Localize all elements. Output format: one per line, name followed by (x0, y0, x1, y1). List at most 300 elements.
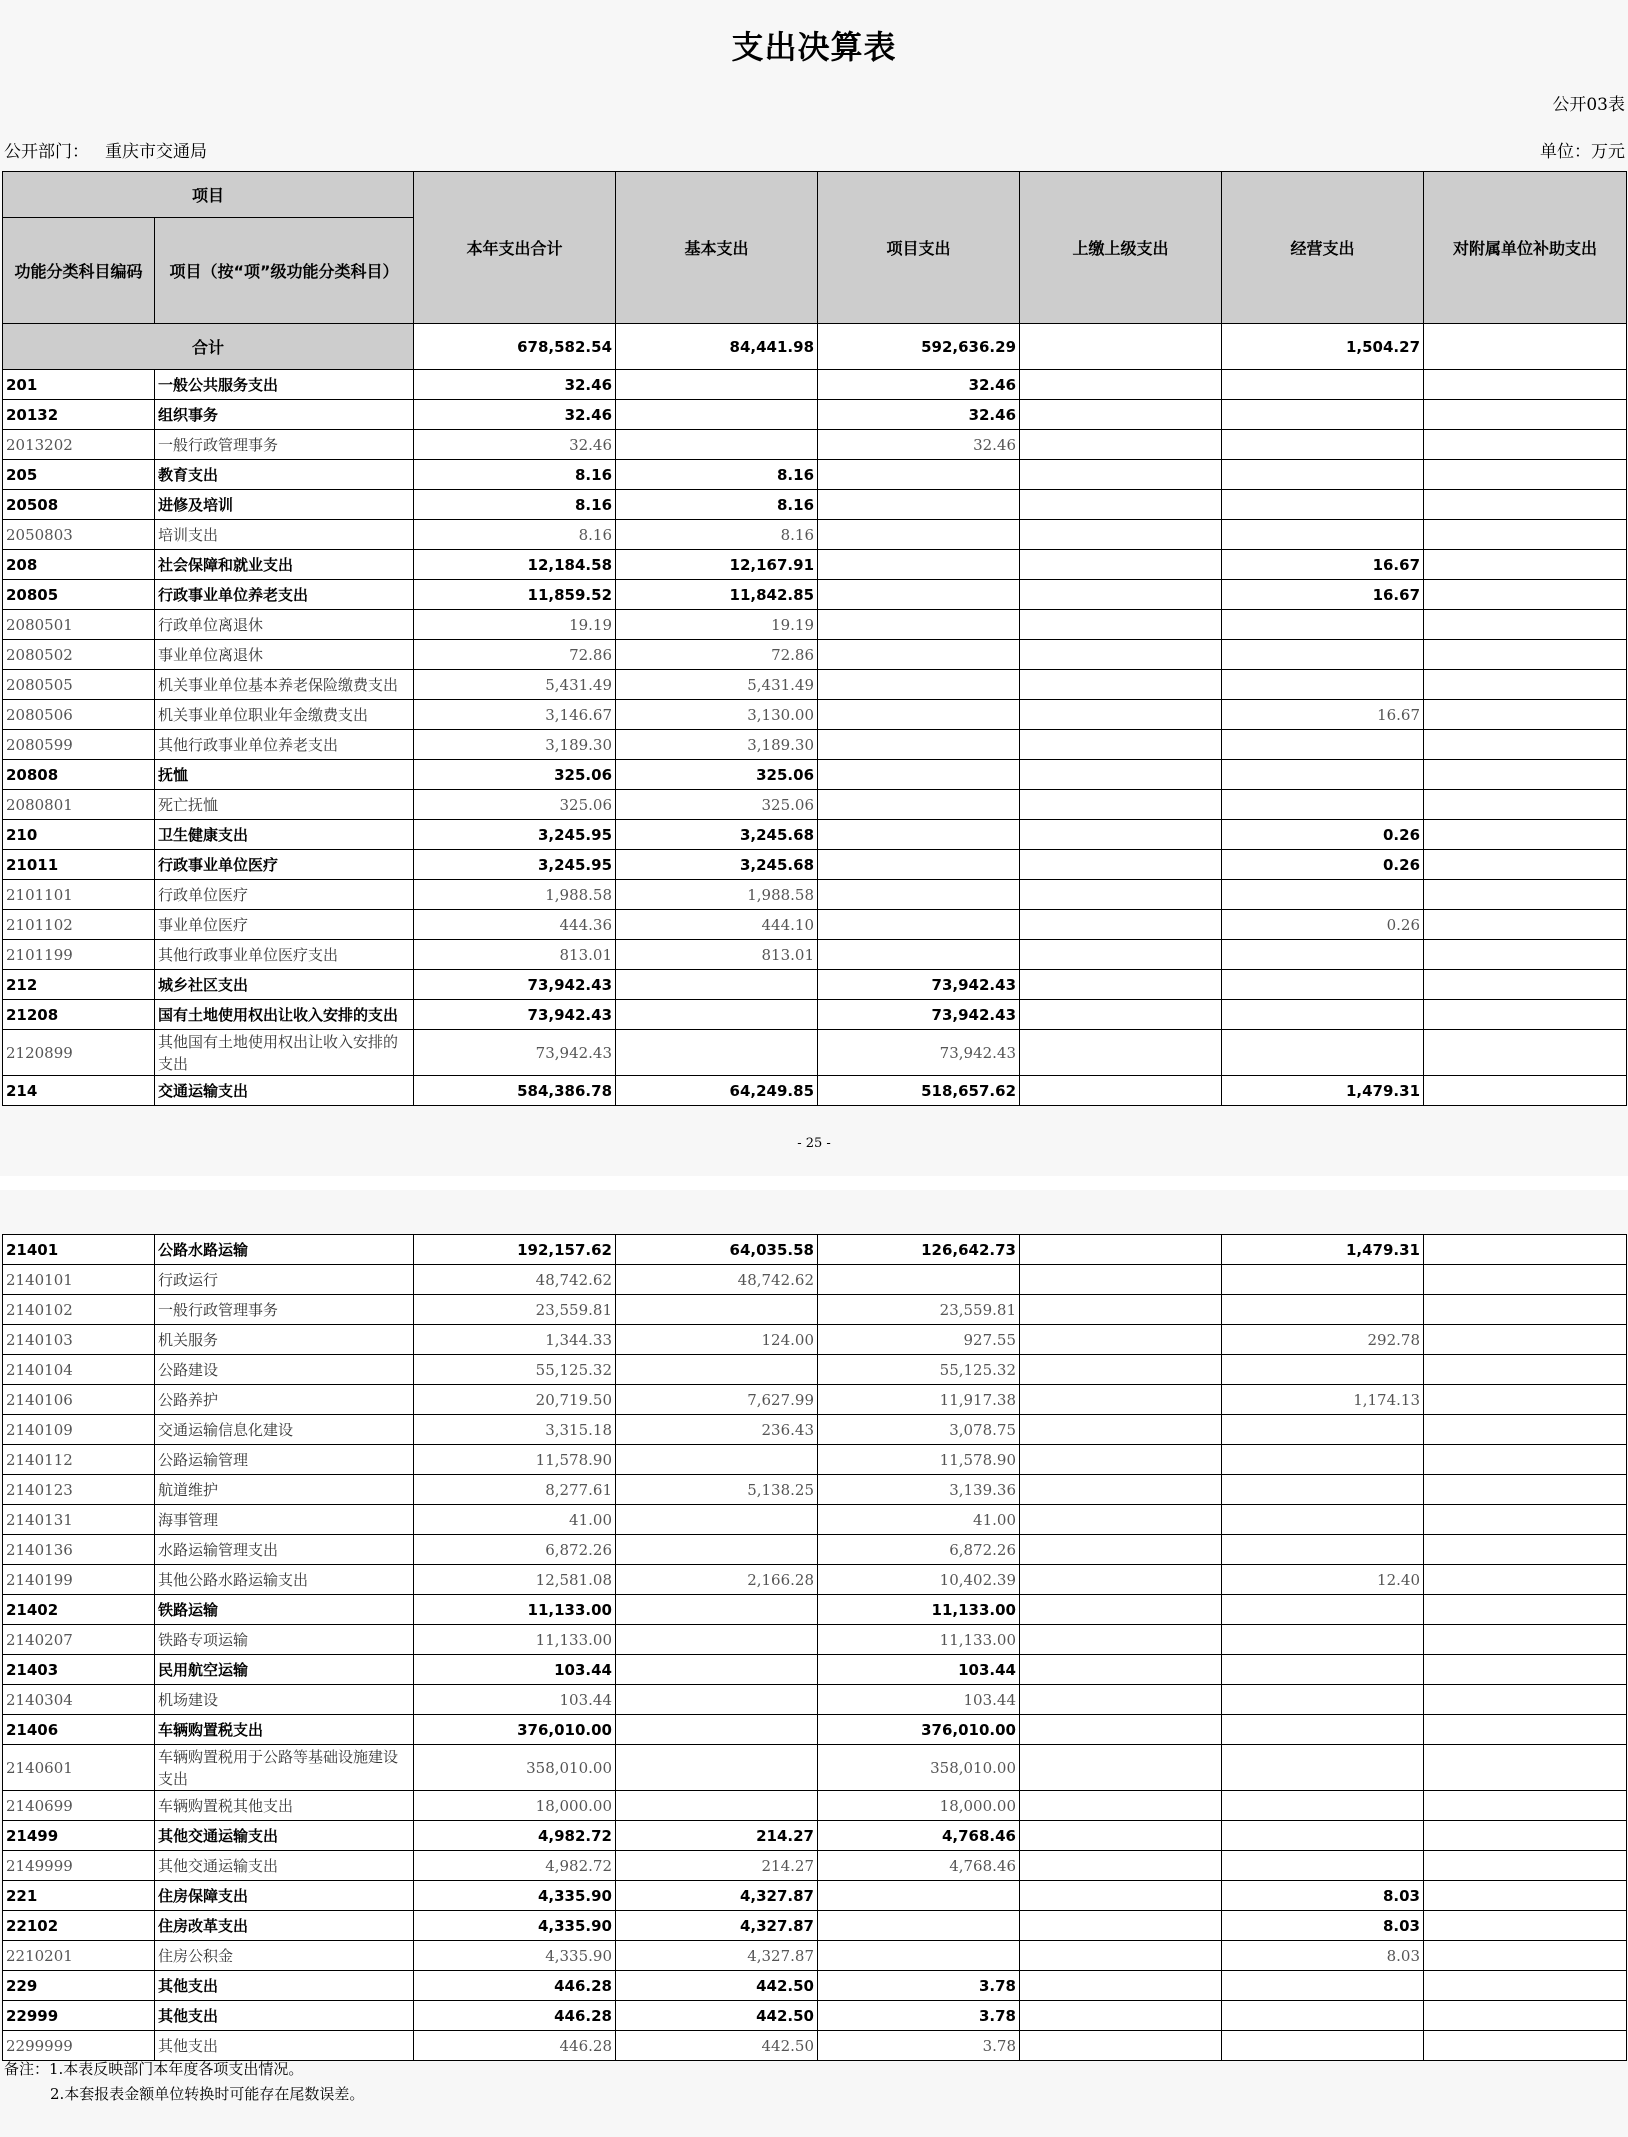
upper-cell (1020, 700, 1222, 730)
business-cell (1222, 1791, 1424, 1821)
upper-cell (1020, 1415, 1222, 1445)
project-exp-cell: 73,942.43 (818, 1000, 1020, 1030)
total-cell: 4,335.90 (414, 1941, 616, 1971)
project-exp-cell: 4,768.46 (818, 1851, 1020, 1881)
business-cell (1222, 460, 1424, 490)
upper-cell (1020, 1000, 1222, 1030)
business-cell (1222, 1971, 1424, 2001)
name-cell: 行政单位离退休 (155, 610, 414, 640)
name-cell: 一般公共服务支出 (155, 370, 414, 400)
code-cell: 2101102 (3, 910, 155, 940)
subsidy-cell (1424, 700, 1627, 730)
upper-cell (1020, 1851, 1222, 1881)
basic-cell: 72.86 (616, 640, 818, 670)
subsidy-cell (1424, 1625, 1627, 1655)
project-exp-cell (818, 1941, 1020, 1971)
total-cell: 8.16 (414, 520, 616, 550)
subsidy-cell (1424, 1941, 1627, 1971)
basic-cell (616, 1535, 818, 1565)
notes (4, 2057, 364, 2107)
code-cell: 2080801 (3, 790, 155, 820)
basic-cell: 8.16 (616, 520, 818, 550)
total-cell: 325.06 (414, 760, 616, 790)
table-row (3, 370, 1627, 400)
total-business-cell: 1,504.27 (1222, 324, 1424, 370)
header-upper: 上缴上级支出 (1020, 172, 1222, 324)
subsidy-cell (1424, 1385, 1627, 1415)
code-cell: 2050803 (3, 520, 155, 550)
basic-cell (616, 400, 818, 430)
total-cell: 358,010.00 (414, 1745, 616, 1791)
basic-cell: 442.50 (616, 2031, 818, 2061)
code-cell: 2140136 (3, 1535, 155, 1565)
table-row (3, 1000, 1627, 1030)
business-cell: 0.26 (1222, 820, 1424, 850)
code-cell: 2140199 (3, 1565, 155, 1595)
business-cell (1222, 370, 1424, 400)
basic-cell: 214.27 (616, 1851, 818, 1881)
business-cell (1222, 1355, 1424, 1385)
table-row (3, 1475, 1627, 1505)
table-row (3, 1030, 1627, 1076)
total-cell: 32.46 (414, 400, 616, 430)
total-cell: 11,578.90 (414, 1445, 616, 1475)
table-row (3, 1505, 1627, 1535)
basic-cell: 4,327.87 (616, 1881, 818, 1911)
code-cell: 2149999 (3, 1851, 155, 1881)
total-cell: 3,245.95 (414, 850, 616, 880)
basic-cell: 5,431.49 (616, 670, 818, 700)
name-cell: 其他支出 (155, 1971, 414, 2001)
business-cell (1222, 970, 1424, 1000)
upper-cell (1020, 1385, 1222, 1415)
basic-cell (616, 1625, 818, 1655)
project-exp-cell: 3.78 (818, 1971, 1020, 2001)
code-cell: 2299999 (3, 2031, 155, 2061)
upper-cell (1020, 2001, 1222, 2031)
subsidy-cell (1424, 1911, 1627, 1941)
name-cell: 公路建设 (155, 1355, 414, 1385)
total-cell: 446.28 (414, 2031, 616, 2061)
project-exp-cell (818, 640, 1020, 670)
subsidy-cell (1424, 820, 1627, 850)
name-cell: 其他国有土地使用权出让收入安排的支出 (155, 1030, 414, 1076)
project-exp-cell (818, 820, 1020, 850)
upper-cell (1020, 1821, 1222, 1851)
form-code: 公开03表 (1552, 95, 1625, 115)
table-row (3, 1415, 1627, 1445)
table-row (3, 1076, 1627, 1106)
basic-cell (616, 1505, 818, 1535)
subsidy-cell (1424, 1076, 1627, 1106)
table-row (3, 1911, 1627, 1941)
table-row (3, 1295, 1627, 1325)
subsidy-cell (1424, 1881, 1627, 1911)
business-cell (1222, 2031, 1424, 2061)
business-cell (1222, 1595, 1424, 1625)
total-cell: 12,184.58 (414, 550, 616, 580)
subsidy-cell (1424, 1971, 1627, 2001)
total-row (3, 324, 1627, 370)
upper-cell (1020, 1475, 1222, 1505)
project-exp-cell: 358,010.00 (818, 1745, 1020, 1791)
upper-cell (1020, 430, 1222, 460)
table-row (3, 2031, 1627, 2061)
project-exp-cell: 3.78 (818, 2031, 1020, 2061)
upper-cell (1020, 2031, 1222, 2061)
business-cell (1222, 1295, 1424, 1325)
code-cell: 2140103 (3, 1325, 155, 1355)
basic-cell: 11,842.85 (616, 580, 818, 610)
table-row (3, 2001, 1627, 2031)
business-cell: 8.03 (1222, 1881, 1424, 1911)
basic-cell: 7,627.99 (616, 1385, 818, 1415)
total-cell: 3,189.30 (414, 730, 616, 760)
code-cell: 2080505 (3, 670, 155, 700)
upper-cell (1020, 610, 1222, 640)
name-cell: 航道维护 (155, 1475, 414, 1505)
project-exp-cell (818, 1265, 1020, 1295)
project-exp-cell (818, 760, 1020, 790)
code-cell: 20808 (3, 760, 155, 790)
subsidy-cell (1424, 1265, 1627, 1295)
name-cell: 公路养护 (155, 1385, 414, 1415)
project-exp-cell (818, 850, 1020, 880)
total-cell: 3,146.67 (414, 700, 616, 730)
total-cell: 444.36 (414, 910, 616, 940)
subsidy-cell (1424, 460, 1627, 490)
table-row (3, 1851, 1627, 1881)
total-cell: 18,000.00 (414, 1791, 616, 1821)
project-exp-cell: 73,942.43 (818, 1030, 1020, 1076)
business-cell (1222, 1655, 1424, 1685)
project-exp-cell: 32.46 (818, 430, 1020, 460)
basic-cell (616, 1685, 818, 1715)
name-cell: 机场建设 (155, 1685, 414, 1715)
project-exp-cell: 3,078.75 (818, 1415, 1020, 1445)
upper-cell (1020, 820, 1222, 850)
total-cell: 41.00 (414, 1505, 616, 1535)
upper-cell (1020, 1745, 1222, 1791)
subsidy-cell (1424, 670, 1627, 700)
basic-cell (616, 1715, 818, 1745)
table-row (3, 1791, 1627, 1821)
total-cell: 4,335.90 (414, 1911, 616, 1941)
code-cell: 21403 (3, 1655, 155, 1685)
department-name: 重庆市交通局 (105, 142, 207, 162)
name-cell: 公路水路运输 (155, 1235, 414, 1265)
table-row (3, 430, 1627, 460)
business-cell (1222, 760, 1424, 790)
upper-cell (1020, 400, 1222, 430)
subsidy-cell (1424, 1355, 1627, 1385)
business-cell (1222, 2001, 1424, 2031)
total-label: 合计 (3, 324, 414, 370)
subsidy-cell (1424, 1000, 1627, 1030)
business-cell: 16.67 (1222, 550, 1424, 580)
subsidy-cell (1424, 1851, 1627, 1881)
business-cell (1222, 1445, 1424, 1475)
total-cell: 446.28 (414, 2001, 616, 2031)
total-subsidy-cell (1424, 324, 1627, 370)
upper-cell (1020, 850, 1222, 880)
basic-cell (616, 1030, 818, 1076)
header-project: 项目 (3, 172, 414, 218)
note-line-1: 备注：1.本表反映部门本年度各项支出情况。 (4, 2060, 304, 2078)
name-cell: 其他行政事业单位医疗支出 (155, 940, 414, 970)
subsidy-cell (1424, 520, 1627, 550)
total-upper-cell (1020, 324, 1222, 370)
total-cell: 55,125.32 (414, 1355, 616, 1385)
total-cell: 48,742.62 (414, 1265, 616, 1295)
table-row (3, 610, 1627, 640)
business-cell (1222, 640, 1424, 670)
subsidy-cell (1424, 610, 1627, 640)
business-cell (1222, 520, 1424, 550)
upper-cell (1020, 580, 1222, 610)
subsidy-cell (1424, 730, 1627, 760)
name-cell: 其他公路水路运输支出 (155, 1565, 414, 1595)
page-title: 支出决算表 (731, 28, 897, 66)
upper-cell (1020, 1971, 1222, 2001)
project-exp-cell (818, 790, 1020, 820)
project-exp-cell: 11,133.00 (818, 1625, 1020, 1655)
table-row (3, 730, 1627, 760)
total-cell: 446.28 (414, 1971, 616, 2001)
name-cell: 其他行政事业单位养老支出 (155, 730, 414, 760)
project-exp-cell (818, 1911, 1020, 1941)
business-cell (1222, 1851, 1424, 1881)
table-row (3, 700, 1627, 730)
subsidy-cell (1424, 400, 1627, 430)
subsidy-cell (1424, 1295, 1627, 1325)
upper-cell (1020, 1355, 1222, 1385)
table-row (3, 490, 1627, 520)
business-cell (1222, 490, 1424, 520)
upper-cell (1020, 1445, 1222, 1475)
total-cell: 19.19 (414, 610, 616, 640)
project-exp-cell (818, 880, 1020, 910)
total-cell: 11,133.00 (414, 1595, 616, 1625)
code-cell: 21208 (3, 1000, 155, 1030)
table-row (3, 640, 1627, 670)
name-cell: 海事管理 (155, 1505, 414, 1535)
code-cell: 21499 (3, 1821, 155, 1851)
basic-cell: 1,988.58 (616, 880, 818, 910)
upper-cell (1020, 970, 1222, 1000)
business-cell: 12.40 (1222, 1565, 1424, 1595)
code-cell: 21011 (3, 850, 155, 880)
code-cell: 201 (3, 370, 155, 400)
name-cell: 其他支出 (155, 2031, 414, 2061)
upper-cell (1020, 910, 1222, 940)
business-cell (1222, 880, 1424, 910)
header-basic: 基本支出 (616, 172, 818, 324)
project-exp-cell: 126,642.73 (818, 1235, 1020, 1265)
table-row (3, 880, 1627, 910)
table-row (3, 820, 1627, 850)
code-cell: 2080501 (3, 610, 155, 640)
code-cell: 2140112 (3, 1445, 155, 1475)
subsidy-cell (1424, 1821, 1627, 1851)
table-row (3, 670, 1627, 700)
subsidy-cell (1424, 1685, 1627, 1715)
name-cell: 社会保障和就业支出 (155, 550, 414, 580)
business-cell (1222, 1000, 1424, 1030)
basic-cell (616, 970, 818, 1000)
upper-cell (1020, 760, 1222, 790)
name-cell: 国有土地使用权出让收入安排的支出 (155, 1000, 414, 1030)
code-cell: 21406 (3, 1715, 155, 1745)
code-cell: 2140601 (3, 1745, 155, 1791)
subsidy-cell (1424, 1715, 1627, 1745)
table-row (3, 790, 1627, 820)
upper-cell (1020, 520, 1222, 550)
table-row (3, 1745, 1627, 1791)
subsidy-cell (1424, 1505, 1627, 1535)
name-cell: 抚恤 (155, 760, 414, 790)
total-cell: 32.46 (414, 370, 616, 400)
name-cell: 交通运输信息化建设 (155, 1415, 414, 1445)
upper-cell (1020, 1076, 1222, 1106)
total-cell: 11,859.52 (414, 580, 616, 610)
table-row (3, 760, 1627, 790)
code-cell: 2080506 (3, 700, 155, 730)
name-cell: 卫生健康支出 (155, 820, 414, 850)
business-cell (1222, 400, 1424, 430)
basic-cell: 8.16 (616, 460, 818, 490)
table-row (3, 910, 1627, 940)
name-cell: 住房保障支出 (155, 1881, 414, 1911)
upper-cell (1020, 1030, 1222, 1076)
name-cell: 水路运输管理支出 (155, 1535, 414, 1565)
total-basic-cell: 84,441.98 (616, 324, 818, 370)
upper-cell (1020, 460, 1222, 490)
basic-cell: 64,249.85 (616, 1076, 818, 1106)
name-cell: 行政单位医疗 (155, 880, 414, 910)
business-cell: 1,479.31 (1222, 1076, 1424, 1106)
project-exp-cell: 32.46 (818, 370, 1020, 400)
total-cell: 813.01 (414, 940, 616, 970)
project-exp-cell: 10,402.39 (818, 1565, 1020, 1595)
basic-cell (616, 1445, 818, 1475)
basic-cell: 48,742.62 (616, 1265, 818, 1295)
project-exp-cell (818, 670, 1020, 700)
project-exp-cell: 55,125.32 (818, 1355, 1020, 1385)
project-exp-cell: 11,133.00 (818, 1595, 1020, 1625)
basic-cell (616, 1000, 818, 1030)
code-cell: 2140102 (3, 1295, 155, 1325)
project-exp-cell: 11,578.90 (818, 1445, 1020, 1475)
basic-cell: 5,138.25 (616, 1475, 818, 1505)
table-row (3, 1715, 1627, 1745)
table-row (3, 580, 1627, 610)
total-cell: 8.16 (414, 460, 616, 490)
name-cell: 车辆购置税支出 (155, 1715, 414, 1745)
subsidy-cell (1424, 970, 1627, 1000)
basic-cell (616, 1595, 818, 1625)
header-name: 项目（按“项”级功能分类科目） (155, 218, 414, 324)
code-cell: 2080599 (3, 730, 155, 760)
department-line (4, 137, 223, 162)
project-exp-cell: 32.46 (818, 400, 1020, 430)
upper-cell (1020, 1565, 1222, 1595)
code-cell: 2140304 (3, 1685, 155, 1715)
business-cell (1222, 1475, 1424, 1505)
basic-cell: 3,189.30 (616, 730, 818, 760)
basic-cell: 3,130.00 (616, 700, 818, 730)
upper-cell (1020, 1791, 1222, 1821)
total-cell: 192,157.62 (414, 1235, 616, 1265)
total-cell: 23,559.81 (414, 1295, 616, 1325)
basic-cell: 236.43 (616, 1415, 818, 1445)
note-line-2: 2.本套报表金额单位转换时可能存在尾数误差。 (50, 2085, 365, 2103)
subsidy-cell (1424, 580, 1627, 610)
subsidy-cell (1424, 370, 1627, 400)
name-cell: 其他支出 (155, 2001, 414, 2031)
department-label: 公开部门： (4, 142, 89, 162)
basic-cell: 3,245.68 (616, 850, 818, 880)
name-cell: 事业单位医疗 (155, 910, 414, 940)
subsidy-cell (1424, 430, 1627, 460)
subsidy-cell (1424, 490, 1627, 520)
basic-cell: 325.06 (616, 790, 818, 820)
total-cell: 103.44 (414, 1685, 616, 1715)
business-cell (1222, 1745, 1424, 1791)
code-cell: 2210201 (3, 1941, 155, 1971)
business-cell (1222, 790, 1424, 820)
business-cell (1222, 670, 1424, 700)
code-cell: 2080502 (3, 640, 155, 670)
subsidy-cell (1424, 790, 1627, 820)
business-cell (1222, 1715, 1424, 1745)
total-cell: 1,344.33 (414, 1325, 616, 1355)
basic-cell: 813.01 (616, 940, 818, 970)
upper-cell (1020, 490, 1222, 520)
code-cell: 2140109 (3, 1415, 155, 1445)
table-row (3, 1355, 1627, 1385)
upper-cell (1020, 1715, 1222, 1745)
name-cell: 进修及培训 (155, 490, 414, 520)
project-exp-cell (818, 910, 1020, 940)
name-cell: 车辆购置税其他支出 (155, 1791, 414, 1821)
project-exp-cell: 927.55 (818, 1325, 1020, 1355)
total-cell: 584,386.78 (414, 1076, 616, 1106)
upper-cell (1020, 1595, 1222, 1625)
name-cell: 教育支出 (155, 460, 414, 490)
business-cell: 8.03 (1222, 1911, 1424, 1941)
total-cell: 73,942.43 (414, 970, 616, 1000)
subsidy-cell (1424, 2001, 1627, 2031)
subsidy-cell (1424, 1445, 1627, 1475)
business-cell (1222, 1505, 1424, 1535)
basic-cell: 12,167.91 (616, 550, 818, 580)
total-project-cell: 592,636.29 (818, 324, 1020, 370)
table-row (3, 400, 1627, 430)
upper-cell (1020, 1685, 1222, 1715)
total-cell: 376,010.00 (414, 1715, 616, 1745)
name-cell: 机关事业单位基本养老保险缴费支出 (155, 670, 414, 700)
basic-cell: 3,245.68 (616, 820, 818, 850)
project-exp-cell: 73,942.43 (818, 970, 1020, 1000)
name-cell: 住房公积金 (155, 1941, 414, 1971)
header-total: 本年支出合计 (414, 172, 616, 324)
code-cell: 2140106 (3, 1385, 155, 1415)
unit-label: 单位：万元 (1540, 142, 1625, 162)
name-cell: 其他交通运输支出 (155, 1821, 414, 1851)
table-row (3, 1941, 1627, 1971)
code-cell: 2140699 (3, 1791, 155, 1821)
